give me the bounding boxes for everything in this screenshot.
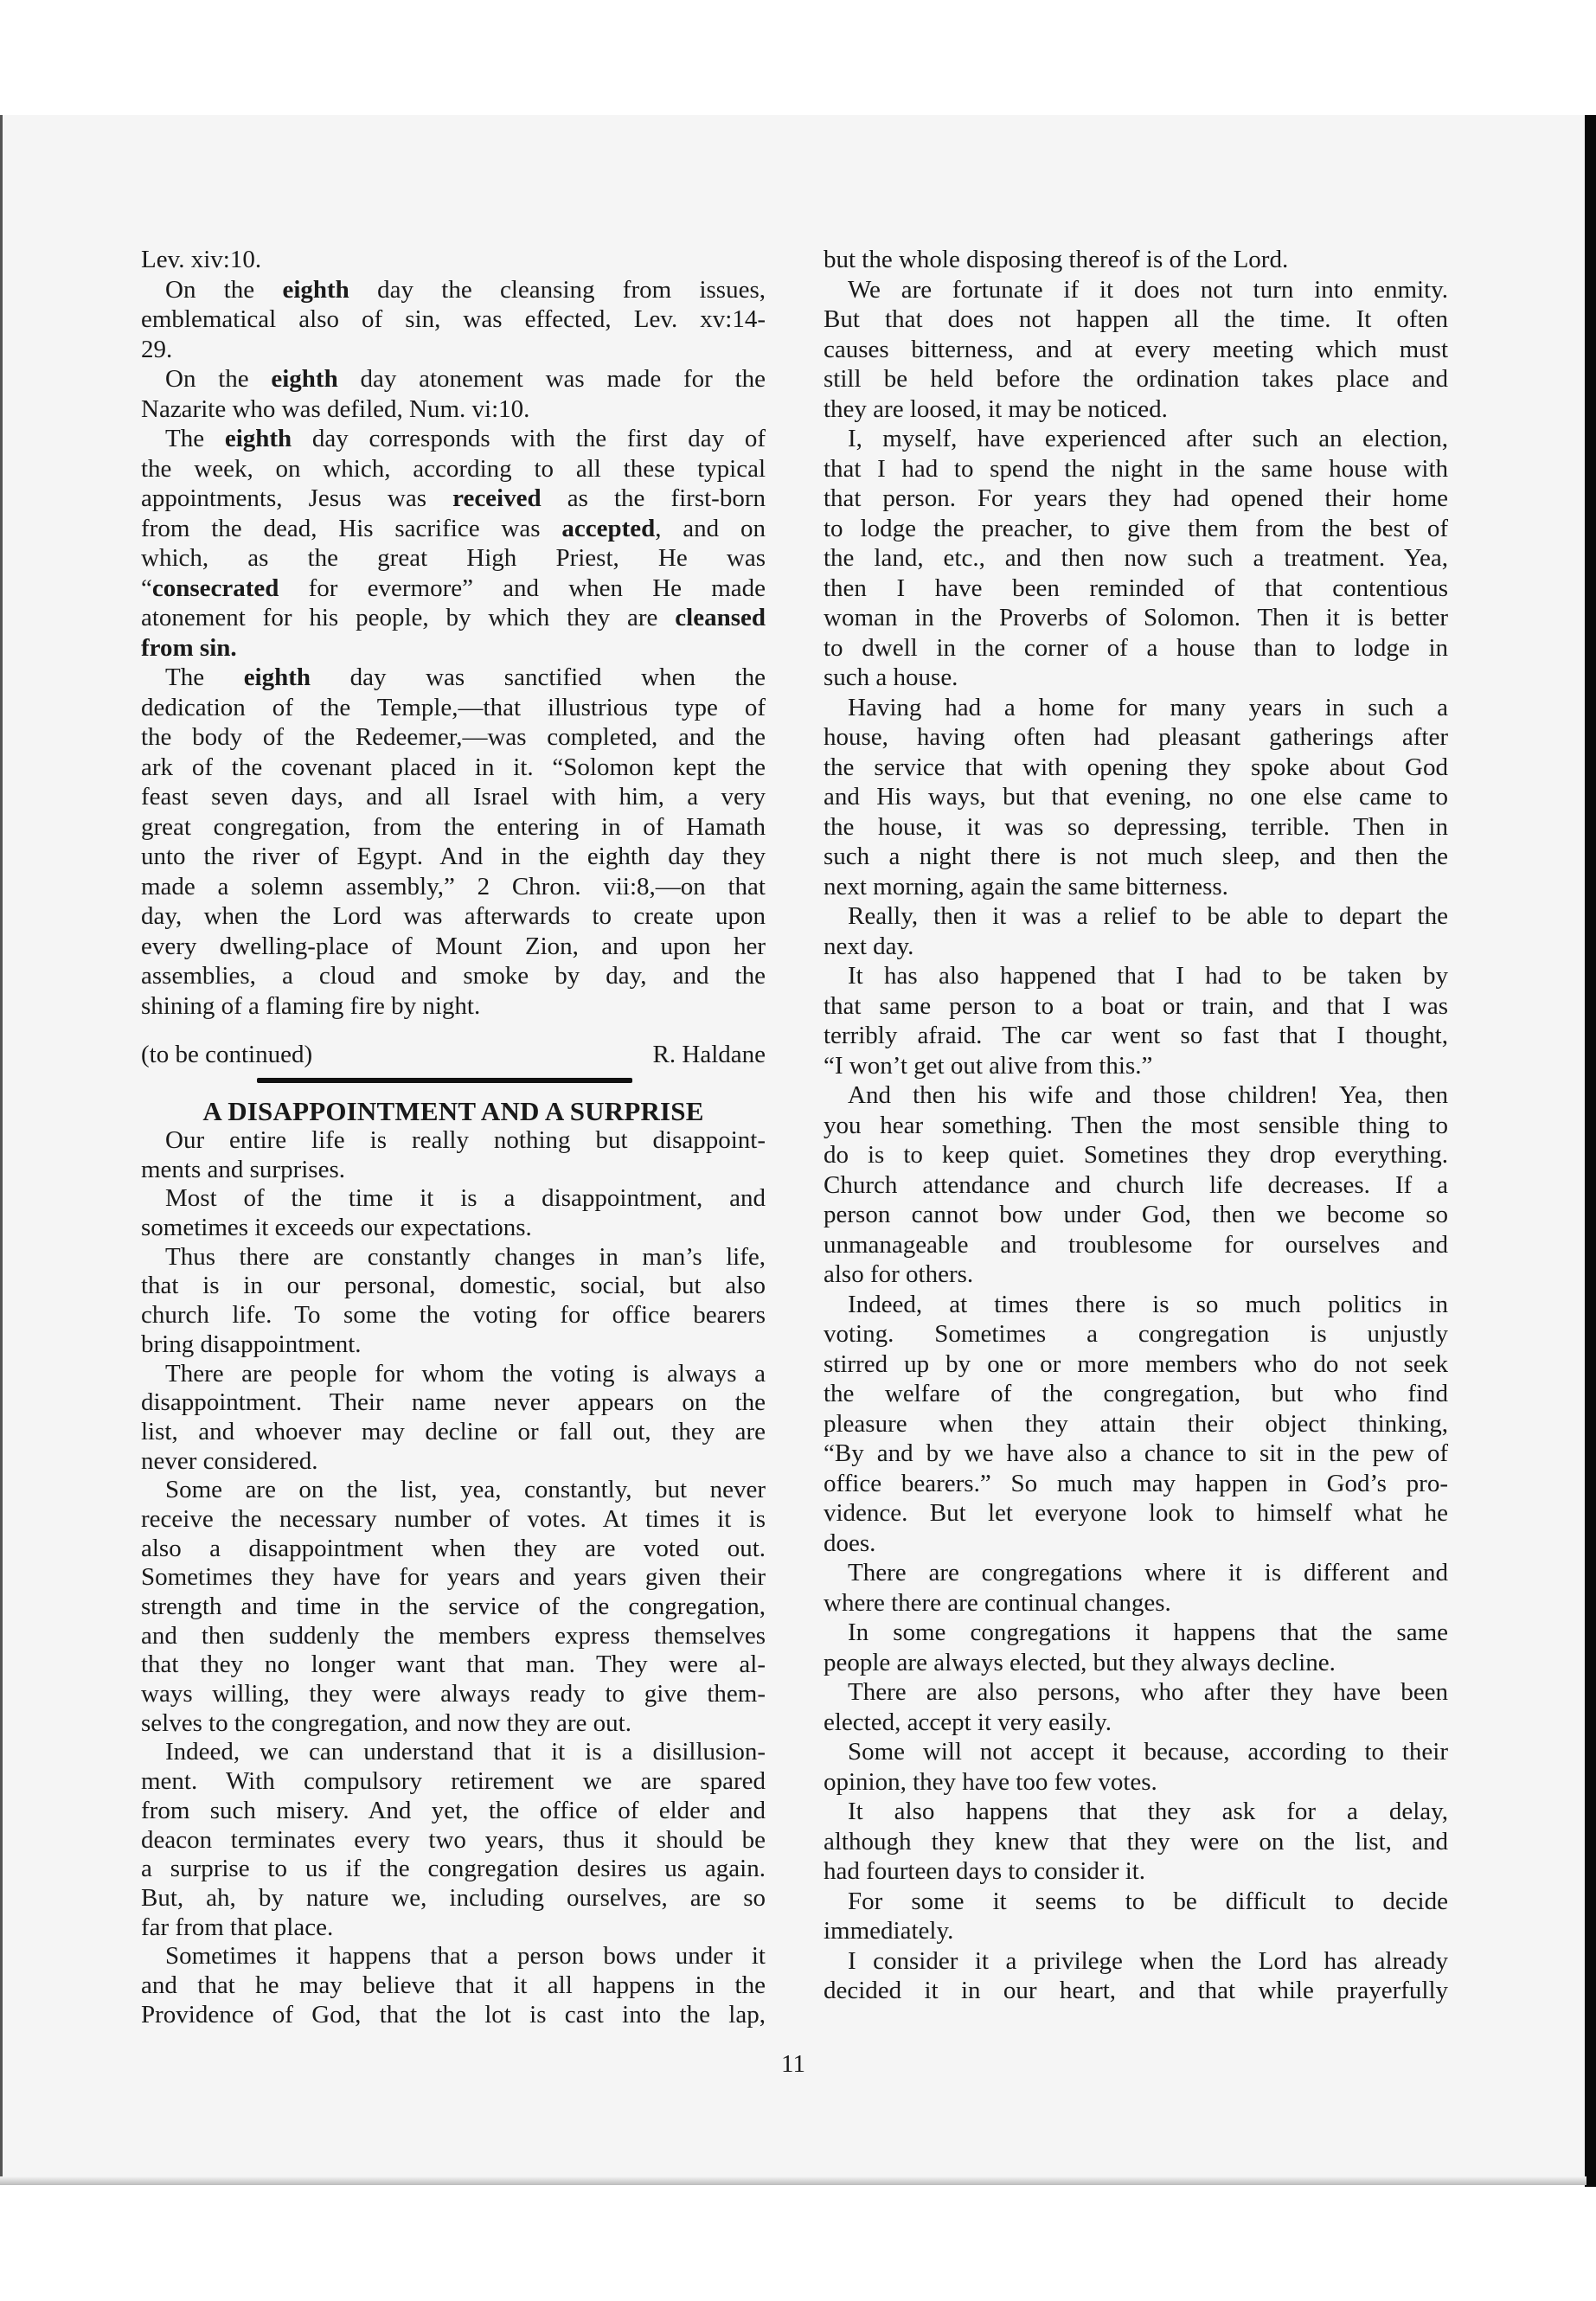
text-line	[824, 454, 1448, 484]
text-run: list, and whoever may decline or fall out, they are	[141, 1417, 766, 1445]
text-run: Sometimes they have for years and years given their	[141, 1563, 766, 1592]
text-line	[824, 1469, 1448, 1499]
text-line	[141, 484, 766, 514]
text-run: It has also happened that I had to be taken by	[848, 962, 1448, 990]
text-line	[824, 1648, 1448, 1678]
text-run: emblematical also of sin, was effected, Lev. xv:14-	[141, 305, 766, 333]
text-line	[141, 424, 766, 454]
text-line	[141, 1360, 766, 1389]
scan-edge-shadow	[1585, 115, 1596, 2187]
text-run: strength and time in the service of the congregation,	[141, 1593, 766, 1620]
text-run: as the first-born	[541, 484, 766, 512]
text-line	[824, 901, 1448, 932]
text-line	[824, 1856, 1448, 1887]
text-run: disappointment. Their name never appears on the	[141, 1388, 766, 1417]
text-run: the service that with opening they spoke about God	[824, 753, 1448, 781]
text-line	[141, 245, 766, 275]
text-line	[141, 1535, 766, 1564]
text-run: the land, etc., and then now such a treatment. Yea,	[824, 544, 1448, 572]
text-run: people are always elected, but they always decline.	[824, 1648, 1336, 1676]
text-run: such a night there is not much sleep, and then the	[824, 843, 1448, 870]
paragraph	[141, 1184, 766, 1242]
text-line	[141, 514, 766, 544]
text-line	[824, 275, 1448, 305]
text-line	[824, 1529, 1448, 1559]
text-run: , and on	[655, 514, 766, 542]
text-run: to lodge the preacher, to give them from the best of	[824, 514, 1448, 542]
text-run: shining of a flaming fire by night.	[141, 991, 481, 1020]
text-run: which, as the great High Priest, He was	[141, 544, 766, 572]
paragraph	[824, 1290, 1448, 1559]
text-run: that same person to a boat or train, and that I was	[824, 991, 1448, 1020]
text-run: I consider it a privilege when the Lord has already	[848, 1946, 1448, 1975]
text-run: Sometimes it happens that a person bows under it	[165, 1942, 766, 1971]
text-run: assemblies, a cloud and smoke by day, and the	[141, 962, 766, 990]
text-run: For some it seems to be difficult to decide	[848, 1887, 1448, 1915]
right-column	[824, 245, 1448, 2006]
text-line	[824, 1200, 1448, 1230]
bold-text-run: eighth	[282, 275, 349, 304]
paragraph	[141, 364, 766, 424]
text-run: Nazarite who was defiled, Num. vi:10.	[141, 394, 530, 423]
text-line	[141, 1797, 766, 1826]
text-run: 29.	[141, 335, 173, 363]
text-run: the welfare of the congregation, but who find	[824, 1380, 1448, 1407]
text-run: voting. Sometimes a congregation is unjustly	[824, 1320, 1448, 1348]
text-run: the week, on which, according to all these typical	[141, 454, 766, 483]
paragraph	[824, 1737, 1448, 1797]
text-line	[141, 2001, 766, 2030]
text-line	[824, 1916, 1448, 1946]
text-run: woman in the Proverbs of Solomon. Then it is better	[824, 604, 1448, 631]
text-run: feast seven days, and all Israel with him, a very	[141, 783, 766, 811]
text-line	[141, 364, 766, 394]
text-run: “I won’t get out alive from this.”	[824, 1051, 1153, 1080]
text-run: atonement for his people, by which they are	[141, 604, 676, 631]
paragraph	[824, 1618, 1448, 1677]
bold-text-run: eighth	[271, 365, 338, 393]
text-line	[824, 812, 1448, 843]
text-run: also for others.	[824, 1260, 974, 1288]
paragraph	[141, 1126, 766, 1184]
text-line	[141, 1855, 766, 1884]
text-line	[824, 1498, 1448, 1529]
text-line	[141, 454, 766, 484]
text-run: to dwell in the corner of a house than to lodge in	[824, 633, 1448, 662]
text-run: Some will not accept it because, according to their	[848, 1738, 1448, 1766]
text-line	[141, 543, 766, 574]
text-line	[824, 1111, 1448, 1141]
text-line	[824, 424, 1448, 454]
text-run: Providence of God, that the lot is cast into the lap,	[141, 2000, 766, 2029]
text-run: vidence. But let everyone look to himself what he	[824, 1499, 1448, 1527]
text-line	[141, 1826, 766, 1856]
text-line	[824, 1677, 1448, 1708]
text-line	[824, 932, 1448, 962]
text-run: such a house.	[824, 663, 958, 691]
text-run: On the	[165, 275, 283, 304]
text-run: made a solemn assembly,” 2 Chron. vii:8,—on that	[141, 872, 766, 901]
text-run: Indeed, we can understand that it is a disillusion-	[165, 1738, 766, 1766]
text-line	[141, 901, 766, 932]
paragraph	[141, 275, 766, 365]
text-run: opinion, they have too few votes.	[824, 1767, 1157, 1796]
text-run: that they no longer want that man. They were al-	[141, 1650, 766, 1679]
bold-text-run: accepted	[561, 514, 656, 542]
paragraph	[824, 1946, 1448, 2006]
bold-text-run: eighth	[243, 663, 311, 691]
text-run: immediately.	[824, 1917, 954, 1945]
text-run: day, when the Lord was afterwards to create upon	[141, 902, 766, 930]
text-line	[141, 1272, 766, 1301]
text-run: far from that place.	[141, 1913, 334, 1941]
text-line	[824, 1827, 1448, 1857]
text-run: but the whole disposing thereof is of the Lord.	[824, 246, 1289, 273]
text-line	[824, 753, 1448, 783]
text-run: next morning, again the same bitterness.	[824, 872, 1228, 901]
paragraph	[141, 1942, 766, 2029]
text-line	[824, 722, 1448, 753]
text-line	[824, 1797, 1448, 1827]
text-run: There are congregations where it is different and	[848, 1559, 1448, 1586]
text-run: Some are on the list, yea, constantly, but never	[165, 1476, 766, 1504]
text-line	[824, 1259, 1448, 1290]
text-run: from such misery. And yet, the office of elder and	[141, 1796, 766, 1824]
text-run: ment. With compulsory retirement we are spared	[141, 1767, 766, 1796]
text-run: But, ah, by nature we, including ourselves, are so	[141, 1883, 766, 1912]
text-line	[141, 1942, 766, 1971]
text-run: unmanageable and troublesome for ourselves and	[824, 1230, 1448, 1259]
text-line	[141, 1447, 766, 1477]
text-line	[141, 753, 766, 783]
text-line	[141, 1243, 766, 1272]
text-run: I, myself, have experienced after such an election,	[848, 425, 1448, 452]
text-line	[141, 1388, 766, 1418]
text-run: unto the river of Egypt. And in the eighth day they	[141, 843, 766, 870]
text-line	[141, 1418, 766, 1447]
text-run: Most of the time it is a disappointment, and	[165, 1184, 766, 1213]
text-line	[141, 1126, 766, 1156]
text-line	[824, 1170, 1448, 1201]
text-run: Indeed, at times there is so much politics in	[848, 1290, 1448, 1318]
text-line	[141, 1709, 766, 1739]
paragraph	[824, 901, 1448, 961]
text-run: the house, it was so depressing, terrible. Then in	[824, 812, 1448, 841]
text-line	[141, 1650, 766, 1680]
text-run: We are fortunate if it does not turn into enmity.	[848, 275, 1448, 304]
paragraph	[824, 245, 1448, 275]
text-line	[824, 693, 1448, 723]
text-run: terribly afraid. The car went so fast that I thought,	[824, 1022, 1448, 1049]
text-line	[824, 1887, 1448, 1917]
text-run: dedication of the Temple,—that illustrious type of	[141, 693, 766, 721]
text-line	[141, 991, 766, 1022]
text-line	[141, 1738, 766, 1767]
text-line	[141, 1971, 766, 2001]
bold-text-run: cleansed	[675, 604, 766, 631]
text-run: The	[165, 663, 244, 691]
text-line	[824, 484, 1448, 514]
text-line	[141, 574, 766, 604]
paragraph	[824, 693, 1448, 902]
bold-text-run: eighth	[224, 425, 292, 452]
article-title: A DISAPPOINTMENT AND A SURPRISE	[202, 1096, 704, 1126]
text-line	[824, 872, 1448, 902]
text-line	[141, 1884, 766, 1913]
section-divider	[257, 1078, 632, 1083]
text-line	[824, 1319, 1448, 1349]
text-run: decided it in our heart, and that while prayerfully	[824, 1977, 1448, 2004]
text-line	[141, 1505, 766, 1535]
text-line	[141, 812, 766, 843]
paragraph	[824, 1558, 1448, 1618]
text-run: from the dead, His sacrifice was	[141, 514, 562, 542]
text-run: house, having often had pleasant gatherings after	[824, 723, 1448, 751]
text-line	[141, 693, 766, 723]
text-line	[141, 1330, 766, 1360]
text-run: then I have been reminded of that contentious	[824, 574, 1448, 602]
text-line	[824, 1080, 1448, 1111]
text-line	[824, 961, 1448, 991]
scan-bottom-shadow	[0, 2176, 1586, 2185]
text-line	[824, 1737, 1448, 1767]
text-run: person cannot bow under God, then we become so	[824, 1201, 1448, 1228]
text-line	[141, 1767, 766, 1797]
text-line	[824, 245, 1448, 275]
paragraph	[824, 1677, 1448, 1737]
text-run: never considered.	[141, 1446, 318, 1475]
text-run: There are people for whom the voting is always a	[165, 1359, 766, 1388]
text-line	[141, 872, 766, 902]
text-run: day corresponds with the first day of	[292, 425, 766, 452]
text-run: a surprise to us if the congregation desires us again.	[141, 1855, 766, 1883]
text-run: church life. To some the voting for office bearers	[141, 1301, 766, 1330]
text-run: Having had a home for many years in such a	[848, 693, 1448, 721]
text-line	[824, 1618, 1448, 1648]
to-be-continued-note: (to be continued)	[141, 1041, 313, 1068]
text-line	[141, 961, 766, 991]
bold-text-run: consecrated	[151, 574, 279, 602]
text-run: elected, accept it very easily.	[824, 1708, 1112, 1736]
text-run: ark of the covenant placed in it. “Solomon kept the	[141, 753, 766, 781]
text-run: although they knew that they were on the list, and	[824, 1827, 1448, 1856]
text-run: deacon terminates every two years, thus it should be	[141, 1825, 766, 1854]
text-line	[824, 335, 1448, 365]
bold-text-run: received	[452, 484, 542, 512]
text-run: the body of the Redeemer,—was completed, and the	[141, 723, 766, 751]
text-run: and that he may believe that it all happens in the	[141, 1971, 766, 1999]
text-run: There are also persons, who after they have been	[848, 1678, 1448, 1706]
text-line	[141, 722, 766, 753]
text-run: causes bitterness, and at every meeting which must	[824, 335, 1448, 363]
text-run: And then his wife and those children! Yea, then	[848, 1081, 1448, 1109]
text-run: stirred up by one or more members who do not seek	[824, 1349, 1448, 1378]
paragraph	[824, 1080, 1448, 1290]
left-column-continued-article	[141, 245, 766, 1021]
text-line	[824, 842, 1448, 872]
text-run: bring disappointment.	[141, 1330, 362, 1358]
text-line	[824, 1558, 1448, 1588]
text-run: where there are continual changes.	[824, 1588, 1171, 1617]
text-run: Really, then it was a relief to be able to depart the	[848, 902, 1448, 930]
text-line	[824, 1140, 1448, 1170]
text-run: sometimes it exceeds our expectations.	[141, 1214, 532, 1242]
text-run: day the cleansing from issues,	[349, 275, 766, 304]
text-line	[824, 991, 1448, 1022]
bold-text-run: from sin.	[141, 633, 237, 662]
text-line	[141, 1913, 766, 1943]
paragraph	[824, 961, 1448, 1080]
text-line	[824, 1409, 1448, 1439]
text-run: Our entire life is really nothing but disappoint-	[165, 1126, 766, 1154]
paragraph	[824, 1797, 1448, 1887]
text-line	[824, 782, 1448, 812]
text-run: you hear something. Then the most sensible thing to	[824, 1111, 1448, 1139]
text-line	[824, 663, 1448, 693]
text-line	[824, 603, 1448, 633]
text-line	[824, 1976, 1448, 2006]
text-line	[824, 1767, 1448, 1798]
text-run: and then suddenly the members express themselves	[141, 1621, 766, 1650]
text-run: ments and surprises.	[141, 1155, 345, 1183]
paragraph	[824, 275, 1448, 425]
text-run: receive the necessary number of votes. At times it is	[141, 1504, 766, 1533]
paragraph	[141, 1243, 766, 1360]
text-line	[824, 1439, 1448, 1469]
text-line	[141, 1680, 766, 1709]
text-line	[141, 1301, 766, 1330]
paragraph	[141, 663, 766, 1021]
text-run: “	[141, 574, 152, 602]
text-run: they are loosed, it may be noticed.	[824, 394, 1168, 423]
text-line	[824, 1230, 1448, 1260]
text-line	[141, 1184, 766, 1214]
text-run: do is to keep quiet. Sometines they drop everything.	[824, 1141, 1448, 1169]
text-run: “By and by we have also a chance to sit in the pew of	[824, 1439, 1448, 1467]
text-line	[824, 543, 1448, 574]
text-run: day atonement was made for the	[337, 365, 766, 393]
text-run: for evermore” and when He made	[279, 574, 766, 602]
text-line	[824, 1021, 1448, 1051]
paragraph	[141, 1360, 766, 1477]
text-line	[141, 394, 766, 425]
text-line	[824, 514, 1448, 544]
paragraph	[141, 424, 766, 663]
text-run: also a disappointment when they are voted out.	[141, 1534, 766, 1562]
text-run: and His ways, but that evening, no one else came to	[824, 783, 1448, 811]
text-run: Church attendance and church life decreases. If a	[824, 1170, 1448, 1199]
text-line	[824, 304, 1448, 335]
text-line	[824, 574, 1448, 604]
text-run: next day.	[824, 932, 914, 960]
text-line	[824, 1290, 1448, 1320]
text-line	[141, 304, 766, 335]
text-line	[141, 335, 766, 365]
text-line	[141, 275, 766, 305]
text-line	[141, 1622, 766, 1651]
text-run: Thus there are constantly changes in man’s life,	[165, 1242, 766, 1271]
text-line	[141, 603, 766, 633]
text-run: It also happens that they ask for a delay,	[848, 1798, 1448, 1825]
text-run: pleasure when they attain their object thinking,	[824, 1409, 1448, 1438]
text-run: On the	[165, 365, 272, 393]
text-run: Lev. xiv:10.	[141, 246, 262, 273]
text-run: day was sanctified when the	[311, 663, 766, 691]
text-run: But that does not happen all the time. It often	[824, 305, 1448, 333]
text-run: In some congregations it happens that the same	[848, 1618, 1448, 1646]
author-name: R. Haldane	[652, 1041, 766, 1068]
paragraph	[141, 1476, 766, 1738]
text-line	[824, 633, 1448, 663]
text-line	[824, 1588, 1448, 1618]
text-line	[141, 782, 766, 812]
text-run: selves to the congregation, and now they are out.	[141, 1708, 631, 1737]
text-run: does.	[824, 1529, 876, 1557]
text-line	[824, 1946, 1448, 1977]
text-line	[141, 1476, 766, 1505]
text-line	[141, 633, 766, 663]
text-run: The	[165, 425, 225, 452]
paragraph	[824, 424, 1448, 693]
text-run: that I had to spend the night in the same house with	[824, 454, 1448, 483]
text-line	[141, 1214, 766, 1243]
text-line	[141, 1156, 766, 1185]
text-line	[824, 394, 1448, 425]
paragraph	[141, 245, 766, 275]
article-signature	[141, 1040, 766, 1070]
text-run: appointments, Jesus was	[141, 484, 453, 512]
text-line	[824, 1051, 1448, 1081]
text-run: every dwelling-place of Mount Zion, and upon her	[141, 932, 766, 960]
text-line	[141, 842, 766, 872]
text-run: great congregation, from the entering in of Hamath	[141, 812, 766, 841]
text-run: still be held before the ordination takes place and	[824, 365, 1448, 393]
paragraph	[141, 1738, 766, 1942]
text-line	[141, 1593, 766, 1622]
text-line	[141, 663, 766, 693]
text-line	[141, 932, 766, 962]
text-run: that is in our personal, domestic, social, but also	[141, 1272, 766, 1300]
text-line	[141, 1563, 766, 1593]
left-column-new-article	[141, 1126, 766, 2029]
page-number: 11	[781, 2050, 805, 2078]
text-run: office bearers.” So much may happen in God’s pro-	[824, 1469, 1448, 1497]
paragraph	[824, 1887, 1448, 1946]
text-run: had fourteen days to consider it.	[824, 1857, 1146, 1885]
text-run: that person. For years they had opened their home	[824, 484, 1448, 512]
text-line	[824, 1349, 1448, 1380]
text-line	[824, 364, 1448, 394]
text-line	[824, 1708, 1448, 1738]
text-run: ways willing, they were always ready to give them-	[141, 1680, 766, 1708]
text-line	[824, 1379, 1448, 1409]
